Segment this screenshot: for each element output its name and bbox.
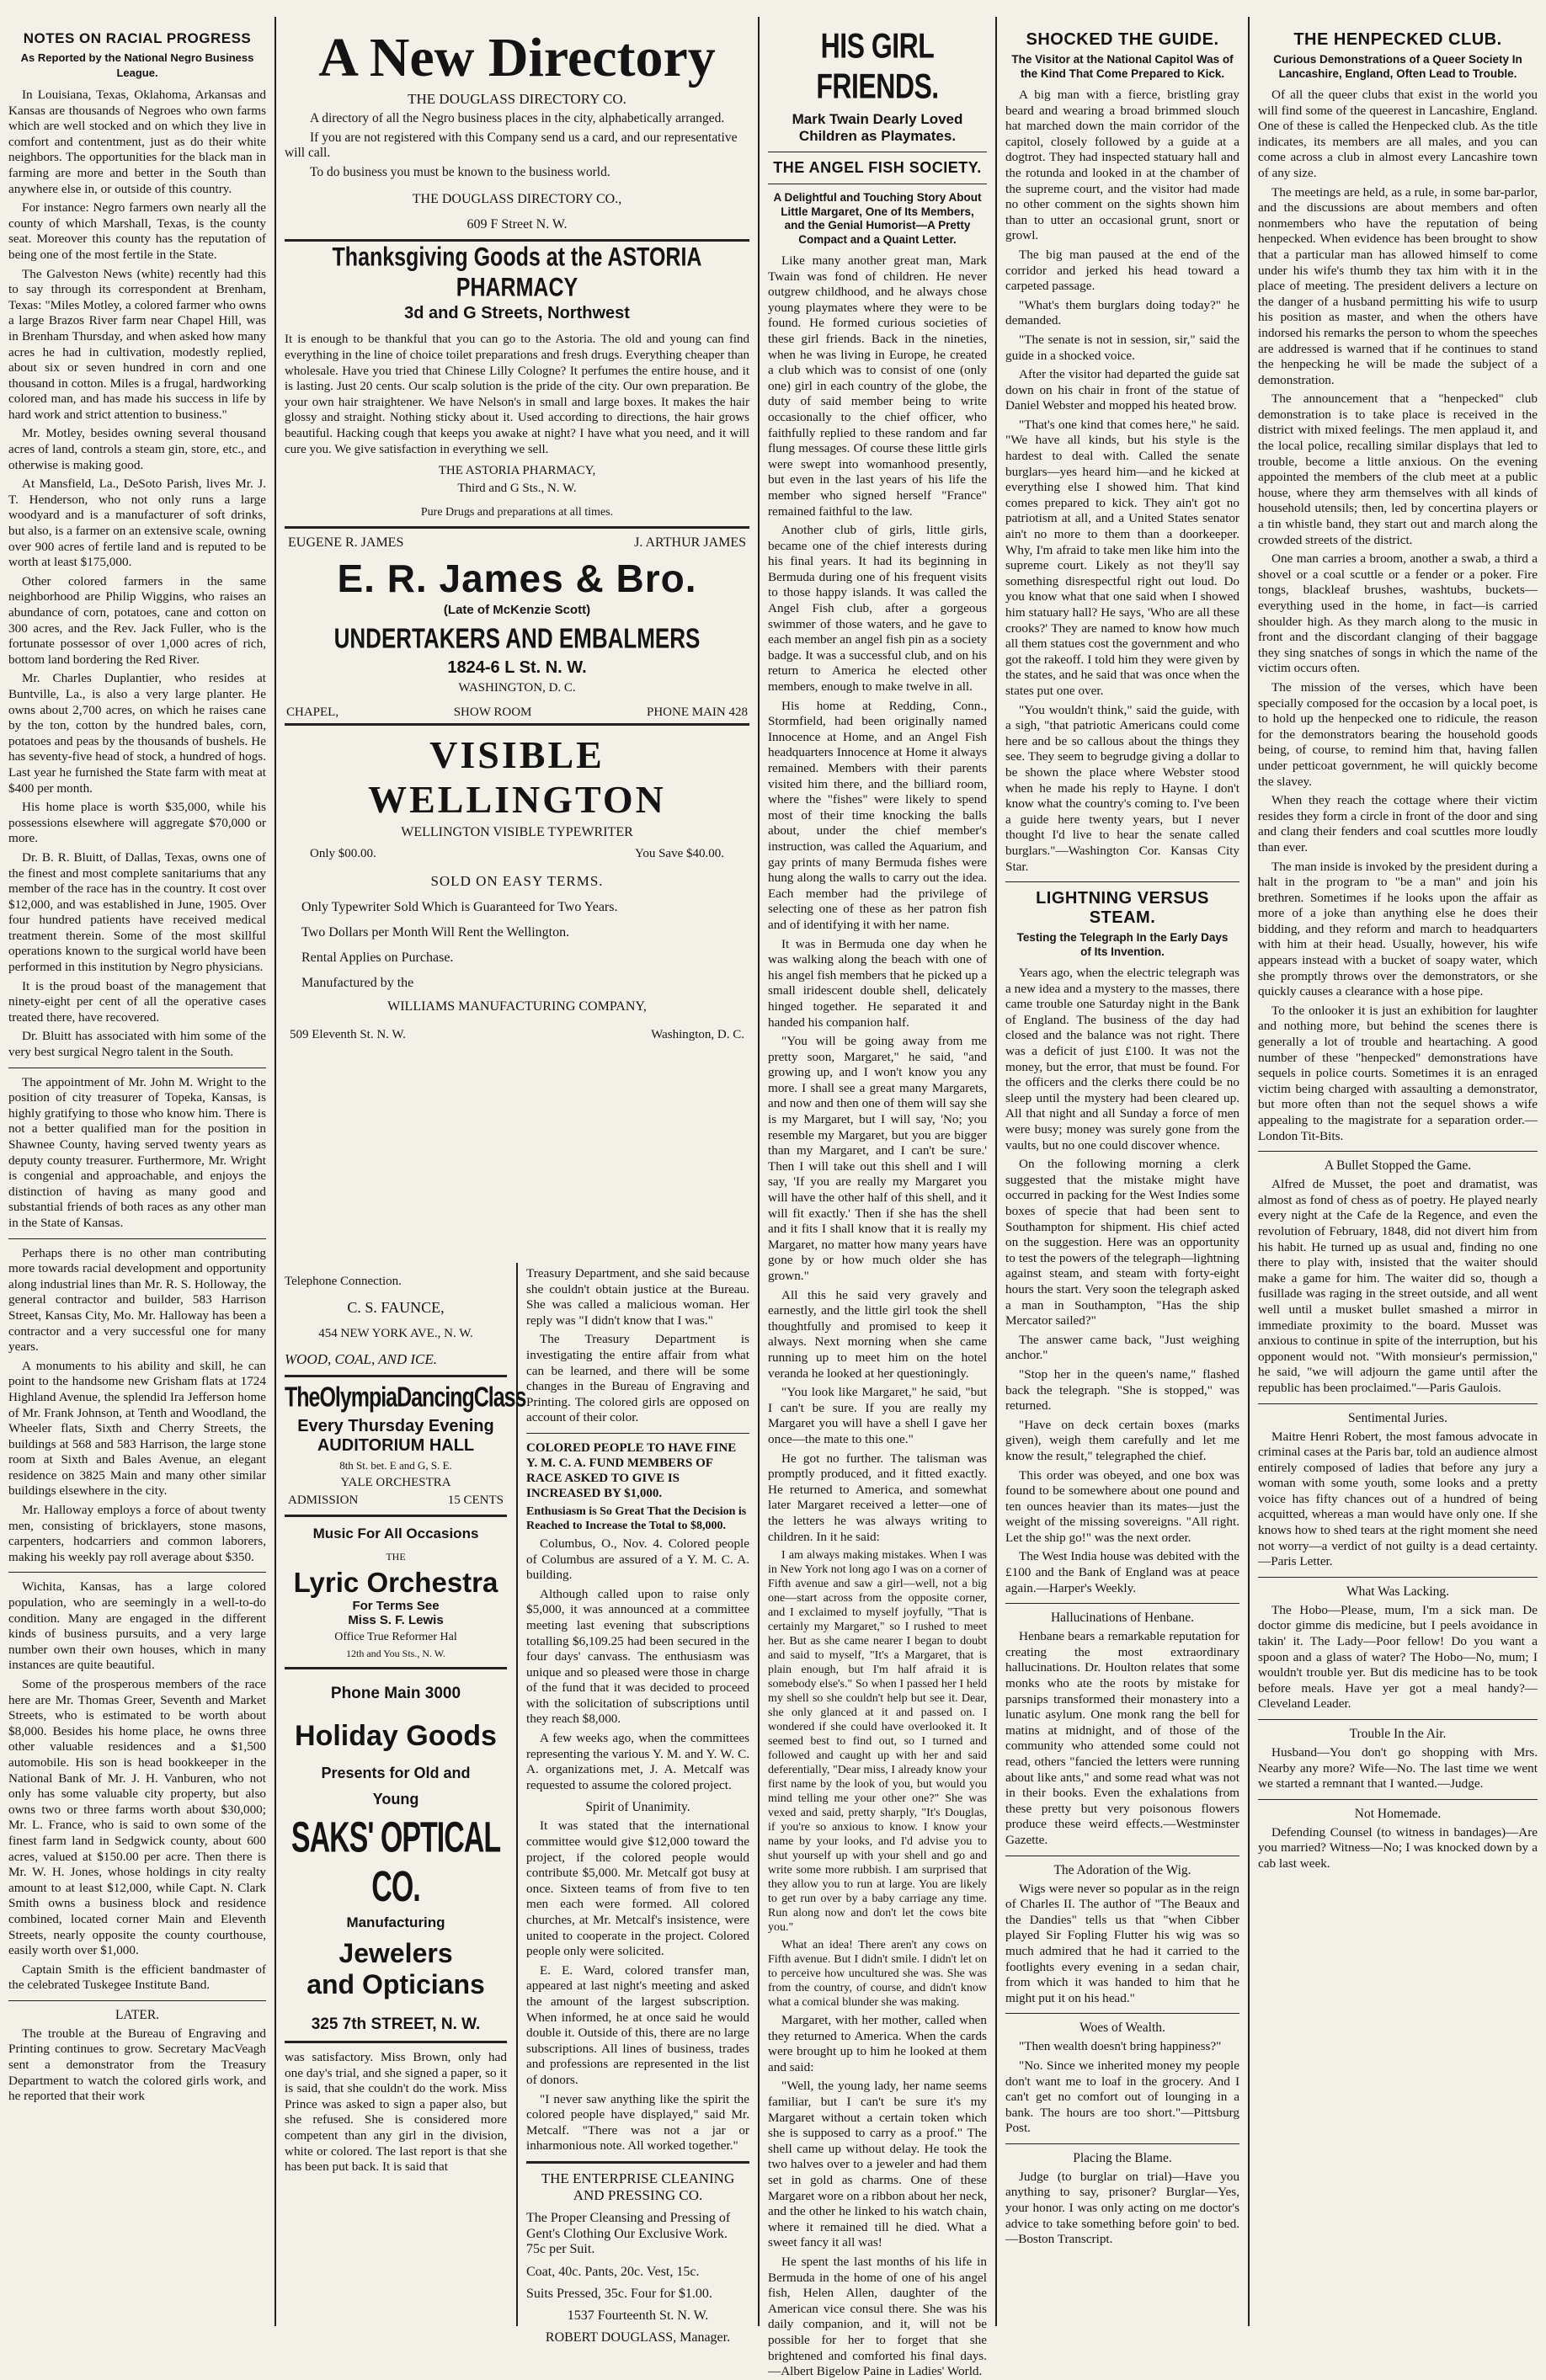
paragraph: Wichita, Kansas, has a large colored population, who are seemingly in a well-to-do condition. Many are engaged in the different kinds of business pursuits, and a very large number own their own houses, which in many instances are quite beautiful. bbox=[8, 1579, 266, 1673]
paragraph: This order was obeyed, and one box was found to be somewhere about one pound and ten ounces heavier than its mates—just the weight of the missing sovereigns. "All right. Let the ship go!" was the next order. bbox=[1005, 1467, 1239, 1545]
olympia-headline: TheOlympiaDancingClass bbox=[285, 1381, 526, 1414]
divider bbox=[285, 2041, 507, 2043]
astoria-tagline: Pure Drugs and preparations at all times. bbox=[420, 506, 614, 519]
paragraph: "Then wealth doesn't bring happiness?" bbox=[1019, 2039, 1222, 2054]
paragraph: Like many another great man, Mark Twain was fond of children. He never outgrew childhood, and he always chose young playmates where they were to be found. He formed curious societies of these girl friends. Back in the nineties, when he was living in Europe, he created a club which was to consist of one (only one) girl in each country of the globe, the duty of said member being to write occasionally to the chief officer, who faithfully replied to these random and far flung messages. Of course these little girls were swept into womanhood presently, but even in the last years of his life the member who signed herself "France" remained faithful to the law. bbox=[768, 253, 987, 519]
wellington-city: Washington, D. C. bbox=[651, 1028, 744, 1042]
wellington-terms: SOLD ON EASY TERMS. bbox=[430, 873, 604, 890]
section-heading: Hallucinations of Henbane. bbox=[1050, 1611, 1194, 1626]
column-ymca bbox=[518, 1263, 758, 2345]
paragraph: At Mansfield, La., DeSoto Parish, lives Mr. J. T. Henderson, who not only runs a large woodyard and is a manufacturer of soft drinks, but also, is a farmer on an extensive scale, owning over 900 acres of fertile land and is reputed to be worth at least $175,000. bbox=[8, 477, 266, 570]
paragraph: "No. Since we inherited money my people don't want me to loaf in the grocery. And I can't get no comfort out of lounging in a bank. The hours are too short."—Pittsburg Post. bbox=[1005, 2058, 1239, 2136]
divider bbox=[526, 2161, 749, 2164]
paragraph: It is the proud boast of the management that ninety-eight per cent of all the operative cases treated there, have recovered. bbox=[8, 978, 266, 1025]
faunce-goods: WOOD, COAL, AND ICE. bbox=[285, 1351, 438, 1367]
astoria-body: It is enough to be thankful that you can go to the Astoria. The old and young can find everything in the line of choice toilet preparations and fresh drugs. Everything cheaper than wholesale. Have you tried that Chinese Lilly Cologne? It perfumes the entire house, and it is lasting. Just 20 cents. Our scalp solution is the pride of the city. Our own preparation. Be your own hair straightener. We have Nelson's in small and large boxes. It makes the hair glossy and straight. Nothing sticky about it. Used according to directions, the hair grows beautiful. Hacking cough that keeps you awake at night? I have what you need, and it will cure you. We give satisfaction in everything we sell. bbox=[285, 333, 749, 456]
paragraph: His home at Redding, Conn., Stormfield, had been originally named Innocence at Home, and an Angel Fish headquarters Innocence at Home it always remained. Members with their parents visited him there, and the billiard room, where the "fishes" were likely to spend most of their time knocking the balls about, under the chief member's instruction, was called the Aquarium, and gay prints of many Bermuda fishes were hung along the walls to carry out the idea. Each member had the privilege of selecting one of these as her patron fish and of identifying it with her name. bbox=[768, 698, 987, 932]
paragraph: The meetings are held, as a rule, in some bar-parlor, and the discussions are about members and often nonmembers who have the reputation of being henpecked. When evidence has been brought to show that a particular man has allowed himself to come under his wife's thumb they tax him with it in the place of meeting. The president delivers a lecture on the danger of a husband permitting his wife to usurp his position as master, and when the others have indorsed his remarks the person to whom the speeches are addressed is warned that if he continues to stand the henpecking he will be made the subject of a demonstration. bbox=[1258, 184, 1538, 387]
olympia-when: Every Thursday Evening bbox=[297, 1417, 494, 1435]
directory-address: 609 F Street N. W. bbox=[466, 217, 568, 232]
directory-ad bbox=[285, 29, 749, 232]
paragraph: Maitre Henri Robert, the most famous advocate in criminal cases at the Paris bar, told an audience almost entirely composed of ladies that before any jury a woman with some youth, some looks and a pretty voice has fifty chances out of a hundred of being acquitted, whereas a man would have only one. If she knows how to shed tears at the right moment she need not worry—a verdict of not guilty is a dead certainty.—Paris Letter. bbox=[1258, 1429, 1538, 1569]
enterprise-address: 1537 Fourteenth St. N. W. bbox=[567, 2308, 709, 2323]
paragraph: "That's one kind that comes here," he said. "We have all kinds, but his style is the hardest to deal with. Called the senate burglars—yes heard him—and he kicked at everything else I showed him. That kind comes prepared to kick. They ain't got no patriotism at all, and a United States senator ain't no more to them than a doorkeeper. Why, I'm afraid to take men like him into the supreme court. Likely as not they'll say something disrespectful right out loud. Do you know what that one said when I showed him statuary hall? He says, 'Who are all these crooks?' They are named to know how much all them statues cost the government and who got the rakeoff. I told him they were given by the states, and he said that was once when the states put one over. bbox=[1005, 417, 1239, 698]
saks-phone: Phone Main 3000 bbox=[330, 1685, 461, 1702]
faunce-name: C. S. FAUNCE, bbox=[347, 1299, 445, 1316]
divider bbox=[285, 1667, 507, 1669]
paragraph: "You look like Margaret," he said, "but I can't be sure. If you are really my Margaret you will have a shell I gave her once—the mate to this one." bbox=[768, 1385, 987, 1446]
divider bbox=[1258, 1577, 1538, 1578]
article-subheading: Mark Twain Dearly Loved Children as Playmates. bbox=[792, 111, 963, 144]
olympia-dancing-ad bbox=[285, 1381, 526, 1508]
column-shocked-the-guide bbox=[997, 22, 1248, 2323]
lyric-orchestra-ad bbox=[285, 1525, 507, 1660]
james-firm: E. R. James & Bro. bbox=[337, 556, 697, 601]
section-heading: Woes of Wealth. bbox=[1080, 2021, 1165, 2036]
paragraph: Alfred de Musset, the poet and dramatist, was almost as fond of chess as of poetry. He played nearly every night at the Cafe de la Regence, and even the revolution of February, 1848, did not divert him from his habit. He turned up as usual and, finding no one there to play with, insisted that the waiter should make a game for him. The waiter did so, though a fusillade was raging in the street outside, and all went well until a musket bullet smashed a mirror in immediate proximity to the board. Musset was anxious to continue in spite of the interruption, but his opponent would not. "With monsieur's permission," he said, "we will adjourn the game until after the republic has been proclaimed."—Paris Gaulois. bbox=[1258, 1177, 1538, 1395]
olympia-orchestra: YALE ORCHESTRA bbox=[340, 1476, 451, 1489]
wellington-line: Rental Applies on Purchase. bbox=[301, 950, 454, 966]
paragraph: "Have on deck certain boxes (marks given), weigh them carefully and let me know the result," telegraphed the chief. bbox=[1005, 1417, 1239, 1463]
later-heading: LATER. bbox=[115, 2007, 160, 2022]
james-name-left: EUGENE R. JAMES bbox=[288, 535, 404, 551]
divider bbox=[526, 1433, 749, 1434]
directory-company: THE DOUGLASS DIRECTORY CO. bbox=[408, 91, 626, 107]
james-phone: PHONE MAIN 428 bbox=[647, 705, 748, 720]
paragraph: Mr. Motley, besides owning several thousand acres of land, controls a steam gin, store, etc., and otherwise is making good. bbox=[8, 426, 266, 472]
saks-jewelers: Jewelers bbox=[339, 1938, 453, 1968]
olympia-address: 8th St. bet. E and G, S. E. bbox=[339, 1459, 452, 1472]
paragraph: Judge (to burglar on trial)—Have you anything to say, prisoner? Burglar—Yes, your honor. I was only acting on me doctor's advice to take something before goin' to bed.—Boston Transcript. bbox=[1005, 2169, 1239, 2247]
directory-text: A directory of all the Negro business places in the city, alphabetically arranged. bbox=[310, 111, 725, 125]
article-subheading: A Delightful and Touching Story About Little Margaret, One of Its Members, and the Genial Humorist—A Pretty Compact and a Quaint Letter. bbox=[773, 191, 982, 246]
directory-company-footer: THE DOUGLASS DIRECTORY CO., bbox=[412, 192, 622, 207]
ymca-heading: COLORED PEOPLE TO HAVE FINE Y. M. C. A. FUND MEMBERS OF RACE ASKED TO GIVE IS INCREASED BY $1,000. bbox=[526, 1440, 737, 1500]
divider bbox=[1258, 1403, 1538, 1404]
paragraph: Other colored farmers in the same neighborhood are Philip Wiggins, who raises an abundance of corn, potatoes, cane and cotton on 300 acres, and the Rev. Jack Fuller, who is the fortunate possessor of over 1,000 acres of rich, bottom land bordering the Red River. bbox=[8, 573, 266, 667]
wellington-address: 509 Eleventh St. N. W. bbox=[290, 1028, 406, 1042]
wellington-price: Only $00.00. bbox=[310, 847, 376, 861]
article-heading: THE HENPECKED CLUB. bbox=[1293, 30, 1502, 49]
paragraph: Years ago, when the electric telegraph was a new idea and a mystery to the masses, there came trouble one Saturday night in the Bank of England. The business of the day had closed and the balance was not right. There was a deficit of just £100. It was not the money, but the error, that must be found. For the officers and the clerks there could be no sleep until the mystery had been cleared up. All that night and all Sunday a force of men were busy; money was surely gone from the vaults, but no one could discover whence. bbox=[1005, 966, 1239, 1153]
paragraph: The announcement that a "henpecked" club demonstration is to take place is received in the district with mixed feelings. The men applaud it, and the local police, recalling similar displays that led to trouble, become a little anxious. On the evening appointed the members of the club meet at a public house, where they arm themselves with all kinds of household utensils; then, led by concertina players or a tin whistle band, they start out and march along the crowded streets of the district. bbox=[1258, 391, 1538, 547]
advertisements-wide bbox=[276, 22, 758, 1266]
james-address: 1824-6 L St. N. W. bbox=[447, 658, 587, 678]
paragraph: Defending Counsel (to witness in bandages)—Are you married? Witness—No; I was knocked down by a cab last week. bbox=[1258, 1824, 1538, 1871]
article-subheading: Curious Demonstrations of a Queer Society In Lancashire, England, Often Lead to Trouble. bbox=[1273, 53, 1522, 80]
paragraph: On the following morning a clerk suggested that the mistake might have occurred in packing for the West Indies some boxes of specie that had been sent to Southampton for shipment. His chief acted on the suggestion. Here was an opportunity to test the powers of the telegraph—lightning against steam, and steam with forty-eight hours the start. Very soon the telegraph asked a man in Southampton, "Has the ship Mercator sailed?" bbox=[1005, 1157, 1239, 1328]
article-subheading: As Reported by the National Negro Business League. bbox=[20, 51, 254, 79]
section-heading: A Bullet Stopped the Game. bbox=[1324, 1158, 1472, 1174]
paragraph: All this he said very gravely and earnestly, and the little girl took the shell thoughtfully and promised to keep it always. Next morning when she came running up to meet him on the hotel veranda he looked at her questioningly. bbox=[768, 1287, 987, 1381]
divider bbox=[285, 723, 749, 726]
paragraph: Dr. Bluitt has associated with him some of the very best surgical Negro talent in the South. bbox=[8, 1029, 266, 1060]
paragraph: What an idea! There aren't any cows on Fifth avenue. But I didn't smile. I didn't let on to perceive how uncultured she was. She was from the country, of course, and didn't know what a comical blunder she was making. bbox=[768, 1939, 987, 2010]
lyric-the: THE bbox=[386, 1551, 406, 1563]
paragraph: Another club of girls, little girls, became one of the chief interests during his final years. It had its beginning in Bermuda during one of his frequent visits to those happy islands. It was called the Angel Fish club, after a gorgeous swimmer of those waters, and he gave to each member an angel fish pin as a society badge. It was a successful club, and on his return to America he elected other members, enough to make twelve in all. bbox=[768, 523, 987, 695]
section-heading: Sentimental Juries. bbox=[1348, 1410, 1447, 1425]
paragraph: The West India house was debited with the £100 and the Bank of England was at peace again.—Harper's Weekly. bbox=[1005, 1549, 1239, 1595]
divider bbox=[1258, 1799, 1538, 1800]
section-heading: Placing the Blame. bbox=[1073, 2150, 1172, 2165]
wellington-line: Manufactured by the bbox=[301, 976, 414, 991]
paragraph: The Treasury Department is investigating the entire affair from what can be learned, and there will be some changes in the Bureau of Engraving and Printing. The colored girls are opposed on account of their color. bbox=[526, 1332, 749, 1425]
article-subheading: The Visitor at the National Capitol Was of the Kind That Come Prepared to Kick. bbox=[1011, 53, 1234, 80]
paragraph: A big man with a fierce, bristling gray beard and wearing a broad brimmed slouch hat marched down the main corridor of the capitol, closely followed by a guide at a dogtrot. They had inspected statuary hall and the rotunda and looked in at the chamber of the supreme court, and the visitor had made no other comment on the sights shown him than to utter an occasional grunt, snort or growl. bbox=[1005, 88, 1239, 243]
olympia-admission-label: ADMISSION bbox=[288, 1493, 359, 1507]
olympia-admission-price: 15 CENTS bbox=[447, 1493, 504, 1507]
divider bbox=[8, 1238, 266, 1239]
paragraph: His home place is worth $35,000, while his possessions elsewhere will aggregate $70,000 or more. bbox=[8, 800, 266, 846]
saks-presents: Presents for Old and bbox=[321, 1765, 471, 1781]
paragraph: "I never saw anything like the spirit the colored people have displayed," said Mr. Metcalf. "There was not a jar or inharmonious note. All worked together." bbox=[526, 2091, 749, 2154]
wellington-line: Two Dollars per Month Will Rent the Wellington. bbox=[301, 925, 570, 940]
paragraph: The Hobo—Please, mum, I'm a sick man. De doctor gimme dis medicine, but I peels avoidance in takin' it. The Lady—Poor fellow! Do you want a spoon and a glass of water? The Hobo—No, mum; I wouldn't trouble yer. But dis medicine has to be took before meals. Have yer got a meal handy?—Cleveland Leader. bbox=[1258, 1602, 1538, 1712]
directory-headline: A New Directory bbox=[318, 27, 716, 88]
paragraph: After the visitor had departed the guide sat down on his chair in front of the statue of Daniel Webster and mopped his heated brow. bbox=[1005, 367, 1239, 413]
divider bbox=[1005, 1603, 1239, 1604]
divider bbox=[1258, 1719, 1538, 1720]
paragraph: For instance: Negro farmers own nearly all the county of which Marshall, Texas, is the county seat. Moreover this county has the reputation of being one of the most fertile in the State. bbox=[8, 200, 266, 262]
paragraph: Some of the prosperous members of the race here are Mr. Thomas Greer, Seventh and Market Streets, who is estimated to be worth about $8,000. Besides his home place, he owns three other valuable residences and a $1,500 automobile. His son is head bookkeeper in the National Bank of Mr. J. H. Vanburen, who not only has some valuable city property, but also owns two or three farms worth about $30,000; Mr. L. France, who is said to own some of the finest farm land in Sedgwick county, about 600 acres, valued at $150.00 per acre. Then there is Mr. W. H. Jones, whose holdings in city realty amount to at least $12,000, while Capt. N. Clark Smith owns a business block and residence combined, located corner Main and Eleventh Streets, nearly opposite the county courthouse, easily worth over $1,000. bbox=[8, 1677, 266, 1958]
wellington-headline: VISIBLE WELLINGTON bbox=[368, 733, 666, 822]
enterprise-cleaning-ad bbox=[526, 2170, 749, 2345]
column-henpecked-club bbox=[1250, 22, 1546, 2323]
lyric-office: Office True Reformer Hal bbox=[334, 1631, 457, 1643]
paragraph: He got no further. The talisman was promptly produced, and it fitted exactly. He returned to America, and somewhat later Margaret received a letter—one of the letters he was always writing to children. In it he said: bbox=[768, 1451, 987, 1544]
directory-text: To do business you must be known to the business world. bbox=[310, 164, 610, 179]
paragraph: "You will be going away from me pretty soon, Margaret," he said, "and growing up, and I won't know you any more. I shall see a great many Margarets, and now and then one of them will say she is my Margaret, but I will say, 'No; you resemble my Margaret, but you are bigger than my Margaret, and I can't be sure.' Then I will take out this shell and I will say, 'If you are really my Margaret you will have the other half of this shell, and it will fit exactly.' Then if she has the shell and it fits I shall know that it is really my Margaret, no matter how many years have gone by or how much older she has grown." bbox=[768, 1034, 987, 1283]
paragraph: Perhaps there is no other man contributing more towards racial development and opportunity along industrial lines than Mr. R. S. Holloway, the general contractor and builder, 583 Harrison Street, Kansas City, Mo. Mr. Halloway has been a contractor and a very successful one for many years. bbox=[8, 1245, 266, 1355]
divider bbox=[285, 1515, 507, 1517]
section-heading: The Adoration of the Wig. bbox=[1053, 1862, 1191, 1877]
divider bbox=[285, 526, 749, 529]
faunce-address: 454 NEW YORK AVE., N. W. bbox=[318, 1327, 473, 1340]
paragraph: "Stop her in the queen's name," flashed back the telegraph. "She is stopped," was returned. bbox=[1005, 1366, 1239, 1414]
astoria-address: Third and G Sts., N. W. bbox=[457, 482, 577, 496]
wellington-typewriter-ad bbox=[285, 732, 749, 1042]
paragraph: The big man paused at the end of the corridor and jerked his head toward a carpeted passage. bbox=[1005, 247, 1239, 294]
section-heading: Trouble In the Air. bbox=[1349, 1727, 1447, 1741]
saks-manufacturing: Manufacturing bbox=[346, 1914, 445, 1930]
paragraph: "What's them burglars doing today?" he demanded. bbox=[1005, 297, 1239, 328]
paragraph: Of all the queer clubs that exist in the world you will find some of the queerest in Lancashire, England. One of these is called the Henpecked club. As the title indicates, its members are all males, and you can come across a club in almost every Lancashire town of any size. bbox=[1258, 88, 1538, 180]
olympia-hall: AUDITORIUM HALL bbox=[317, 1436, 475, 1455]
divider bbox=[1005, 881, 1239, 882]
james-showroom: SHOW ROOM bbox=[453, 705, 532, 720]
lyric-top: Music For All Occasions bbox=[312, 1525, 479, 1541]
paragraph: The answer came back, "Just weighing anchor." bbox=[1005, 1332, 1239, 1363]
paragraph: The appointment of Mr. John M. Wright to the position of city treasurer of Topeka, Kansas, is highly gratifying to those who know him. There is not a better qualified man for the position in Shawnee County, having served twenty years as deputy county treasurer. Furthermore, Mr. Wright is congenial and approachable, and enjoys the distinction of having as many good and substantial friends of both races as any other man in the State of Kansas. bbox=[8, 1074, 266, 1230]
paragraph: One man carries a broom, another a swab, a third a shovel or a coal scuttle or a fender or a poker. Fire tongs, blackleaf brushes, washtubs, buckets—everything used in the home, in fact—is carried shoulder high. As they march along to the music in front and the discordant clanging of their baggage they sing snatches of songs in which the name of the victim occurs often. bbox=[1258, 551, 1538, 676]
paragraph: I am always making mistakes. When I was in New York not long ago I was on a corner of Fifth avenue and saw a girl—well, not a big one—start across from the opposite corner, and I exclaimed to myself joyfully, "That is certainly my Margaret," so I rushed to meet her. But as she came nearer I began to doubt and said to myself, "It's a Margaret, that is plain enough, but I'm half afraid it is somebody else's." So when I passed her I held my shell so she couldn't help but see it. Dear, she only glanced at it and passed on. I wondered if she could have overlooked it. It seemed best to find out, so I turned and followed and caught up with her and said deferentially, "Dear miss, I already know your first name by the look of you, but would you mind telling me your other one?" She was vexed and said, pretty sharply, "It's Douglas, if you're so anxious to know. I know your name by your looks, and I'd advise you to shut yourself up with your shell and go and write some more rubbish. I am surprised that they allow you to run at large. You are likely to get run over by a baby carriage any time. Run along now and don't let the cows bite you." bbox=[768, 1549, 987, 1935]
paragraph: In Louisiana, Texas, Oklahoma, Arkansas and Kansas are thousands of Negroes who own farms which are well stocked and on which they live in comfort and contentment, just as do their white neighbors. The opportunities for the black man in farming are more and better in the South than anywhere else in, or outside of this country. bbox=[8, 88, 266, 196]
section-heading: What Was Lacking. bbox=[1346, 1584, 1449, 1599]
divider bbox=[285, 1375, 507, 1377]
article-heading: LIGHTNING VERSUS STEAM. bbox=[1036, 889, 1209, 928]
astoria-pharmacy-ad bbox=[285, 242, 749, 519]
article-heading: SHOCKED THE GUIDE. bbox=[1026, 30, 1219, 49]
lyric-contact: Miss S. F. Lewis bbox=[348, 1613, 444, 1627]
paragraph: Husband—You don't go shopping with Mrs. Nearby any more? Wife—No. The last time we went we started a remnant that I wanted.—Judge. bbox=[1258, 1745, 1538, 1792]
article-heading: NOTES ON RACIAL PROGRESS bbox=[23, 30, 252, 46]
james-business: UNDERTAKERS AND EMBALMERS bbox=[333, 621, 701, 655]
astoria-headline: Thanksgiving Goods at the ASTORIA PHARMACY bbox=[332, 242, 702, 303]
faunce-ad bbox=[285, 1275, 507, 1368]
paragraph: Mr. Halloway employs a force of about twenty men, consisting of bricklayers, stone masons, carpenters, hodcarriers and common laborers, making his weekly pay roll average about $350. bbox=[8, 1503, 266, 1564]
paragraph: It was in Bermuda one day when he was walking along the beach with one of his angel fish members that he picked up a small iridescent double shell, delicately hinged together. He separated it and handed his companion half. bbox=[768, 936, 987, 1030]
paragraph: Captain Smith is the efficient bandmaster of the celebrated Tuskegee Institute Band. bbox=[8, 1962, 266, 1993]
divider bbox=[8, 2000, 266, 2001]
paragraph: Columbus, O., Nov. 4. Colored people of Columbus are assured of a Y. M. C. A. building. bbox=[526, 1536, 749, 1583]
wellington-maker: WILLIAMS MANUFACTURING COMPANY, bbox=[387, 999, 647, 1014]
directory-text: If you are not registered with this Company send us a card, and our representative will call. bbox=[285, 130, 738, 161]
paragraph: When they reach the cottage where their victim resides they form a circle in front of the door and sing and clang their fenders and coal scuttles more loudly than ever. bbox=[1258, 793, 1538, 855]
paragraph: He spent the last months of his life in Bermuda in the home of one of his angel fish, Helen Allen, daughter of the American vice consul there. She was his daily companion, and it, will not be possible for her to forget that she brightened and comforted his final days.—Albert Bigelow Paine in Ladies' World. bbox=[768, 2255, 987, 2379]
wellington-subhead: WELLINGTON VISIBLE TYPEWRITER bbox=[401, 825, 633, 840]
paragraph: To the onlooker it is just an exhibition for laughter and nothing more, but behind the scenes there is generally a lot of trouble and heartaching. A good number of these "henpecked" demonstrations have sequels in police courts. Sometimes it is an enraged victim being charged with assaulting a demonstrator, but more often than not the sequel shows a wife appealing to the magistrate for a separation order.—London Tit-Bits. bbox=[1258, 1003, 1538, 1143]
article-body bbox=[8, 88, 266, 2105]
ymca-subheading: Enthusiasm is So Great That the Decision is Reached to Increase the Total to $8,000. bbox=[526, 1504, 747, 1532]
article-heading: HIS GIRL FRIENDS. bbox=[816, 25, 939, 106]
enterprise-manager: ROBERT DOUGLASS, Manager. bbox=[545, 2329, 731, 2345]
divider bbox=[1005, 2013, 1239, 2014]
paragraph: was satisfactory. Miss Brown, only had one day's trial, and she signed a paper, so it is said, that she couldn't do the work. Miss Prince was asked to sign a paper also, but she refused. She is considered more competent than any girl in the division, white or colored. The last report is that she has been put back. It is said that bbox=[285, 2050, 507, 2175]
column-his-girl-friends bbox=[760, 22, 995, 2379]
paragraph: The Galveston News (white) recently had this to say through its correspondent at Brenham, Texas: "Miles Motley, a colored farmer who owns a large Brazos River farm near Chapel Hill, was in Brenham Thursday, and when asked how many acres he had in cultivation, modestly replied, about six or seven hundred in corn and one thousand in cotton. Miles is a frugal, hardworking colored man, and has made his success in life by hard work and strict attention to business." bbox=[8, 266, 266, 422]
paragraph: Mr. Charles Duplantier, who resides at Buntville, La., is also a very large planter. He owns about 2,700 acres, on which he raises cane by the ton, cotton by the hundred bales, corn, potatoes and peas by the thousands of bushels. He has seventy-five head of stock, a hundred of hogs. Last year he furnished the State farm with meat at $400 per month. bbox=[8, 671, 266, 796]
paragraph: "You wouldn't think," said the guide, with a sigh, "that patriotic Americans could come here and be so callous about the things they see. They seem to begrudge giving a dollar to be shown the place where Webster stood when he made his reply to Hayne. I don't know what the country's coming to. I've been a guide here twenty years, but I never thought I'd live to hear the senate called burglars."—Washington Cor. Kansas City Star. bbox=[1005, 702, 1239, 874]
section-heading: Not Homemade. bbox=[1354, 1806, 1442, 1821]
paragraph: "Well, the young lady, her name seems familiar, but I can't be sure it's my Margaret without a certain token which she is supposed to carry as a proof." The shell came up without delay. He took the two halves over to a jeweler and had them set in gold as charms. One of these Margaret wore on a ribbon about her neck, and the other he linked to his watch chain, where it remained till he died. What a sweet fancy it all was! bbox=[768, 2079, 987, 2250]
section-heading: Spirit of Unanimity. bbox=[585, 1800, 690, 1815]
saks-name: SAKS' OPTICAL CO. bbox=[291, 1813, 501, 1911]
article-heading: THE ANGEL FISH SOCIETY. bbox=[773, 159, 982, 176]
saks-holiday: Holiday Goods bbox=[295, 1720, 497, 1752]
paragraph: Henbane bears a remarkable reputation for creating the most extraordinary hallucinations. Dr. Houlton relates that some monks who ate the roots by mistake for parsnips transformed their monastery into a lunatic asylum. One monk rang the bell for matins at midnight, and of those of the community who attended some could not read, others "fancied the letters were running about like ants," and some read what was not in their books. Even the exhalations from these pretty but very poisonous flowers produce these weird effects.—Westminster Gazette. bbox=[1005, 1629, 1239, 1847]
divider bbox=[1005, 2143, 1239, 2144]
paragraph: E. E. Ward, colored transfer man, appeared at last night's meeting and asked the amount of the largest subscription. When informed, he at once said he would double it. Outside of this, there are no large subscriptions. All lines of business, trades and professions are represented in the list of donors. bbox=[526, 1962, 749, 2087]
saks-optical-ad bbox=[285, 1685, 507, 2034]
james-name-right: J. ARTHUR JAMES bbox=[634, 535, 746, 551]
paragraph: Margaret, with her mother, called when they returned to America. When the cards were brought up to him he looked at them and said: bbox=[768, 2013, 987, 2074]
divider bbox=[8, 1572, 266, 1573]
saks-address: 325 7th STREET, N. W. bbox=[311, 2015, 481, 2033]
advertisements-narrow bbox=[276, 1263, 526, 2323]
james-chapel: CHAPEL, bbox=[286, 705, 339, 720]
paragraph: "The senate is not in session, sir," said the guide in a shocked voice. bbox=[1005, 332, 1239, 363]
wellington-savings: You Save $40.00. bbox=[635, 847, 724, 861]
saks-opticians: and Opticians bbox=[307, 1969, 485, 1999]
james-city: WASHINGTON, D. C. bbox=[458, 681, 576, 695]
james-undertakers-ad bbox=[285, 535, 749, 720]
lyric-address: 12th and You Sts., N. W. bbox=[345, 1648, 446, 1659]
paragraph: Although called upon to raise only $5,000, it was announced at a committee meeting last evening that subscriptions totalling $6,109.25 had been secured in the four days' canvass. The enthusiasm was unique and so pleased were those in charge of the fund that it was decided to proceed with the solicitation of subscriptions until they reach $8,000. bbox=[526, 1586, 749, 1727]
paragraph: Dr. B. R. Bluitt, of Dallas, Texas, owns one of the finest and most complete sanitariums that any member of the race has in the country. It cost over $12,000, and was established in June, 1905. Over four hundred patients have received medical treatment therein. Some of the most skillful operations known to the surgical world have been performed in this institution by Negro physicians. bbox=[8, 849, 266, 975]
column-racial-progress bbox=[0, 22, 275, 2323]
paragraph: Treasury Department, and she said because she couldn't obtain justice at the Bureau. She was called a malicious woman. Her reply was "I didn't know that I was." bbox=[526, 1266, 749, 1328]
wellington-line: Only Typewriter Sold Which is Guaranteed for Two Years. bbox=[301, 900, 618, 915]
paragraph: The mission of the verses, which have been specially composed for the occasion by a local poet, is to hold up the henpecked one to ridicule, the reason for the demonstrators bearing the household goods being, of course, to remind him that, having fallen under petticoat government, he will quickly become the slavey. bbox=[1258, 679, 1538, 789]
lyric-terms: For Terms See bbox=[352, 1599, 440, 1613]
paragraph: A few weeks ago, when the committees representing the various Y. M. and Y. W. C. A. organizations met, J. A. Metcalf was requested to assume the colored project. bbox=[526, 1731, 749, 1792]
enterprise-suits: Suits Pressed, 35c. Four for $1.00. bbox=[526, 2286, 712, 2301]
enterprise-prices: Coat, 40c. Pants, 20c. Vest, 15c. bbox=[526, 2264, 700, 2279]
astoria-location: 3d and G Streets, Northwest bbox=[404, 304, 630, 323]
enterprise-headline: THE ENTERPRISE CLEANING AND PRESSING CO. bbox=[541, 2170, 735, 2203]
lyric-name: Lyric Orchestra bbox=[293, 1567, 498, 1598]
saks-young: Young bbox=[372, 1791, 419, 1808]
paragraph: Wigs were never so popular as in the reign of Charles II. The author of "The Beaux and the Dandies" tells us that "when Cibber played Sir Fopling Flutter his wig was so much admired that he had it carried to the footlights every evening in a sedan chair, from which it was handed to him that he might put it on his head." bbox=[1005, 1881, 1239, 2005]
faunce-phone: Telephone Connection. bbox=[285, 1275, 402, 1288]
james-late: (Late of McKenzie Scott) bbox=[443, 603, 591, 618]
paragraph: It was stated that the international committee would give $12,000 toward the project, if the colored people would contribute $5,000. Mr. Metcalf got busy at once. Sixteen teams of from five to ten men each were formed. All colored churches, at Mr. Metcalf's insistence, were united to cooperate in the project. Colored people only were solicited. bbox=[526, 1818, 749, 1959]
enterprise-body: The Proper Cleansing and Pressing of Gent's Clothing Our Exclusive Work. 75c per Suit. bbox=[526, 2210, 731, 2257]
paragraph: The trouble at the Bureau of Engraving and Printing continues to grow. Secretary MacVeagh sent a demonstrator from the Treasury Department to watch the colored girls work, and he reported that their work bbox=[8, 2026, 266, 2104]
paragraph: The man inside is invoked by the president during a halt in the program to "be a man" and join his brethren. Sometimes if he looks upon the affair as more of a joke than anything else he does their bidding, and they reform and march to headquarters with him at their head. Usually, however, his wife appears instead with a bucket of soapy water, which she promptly throws over the demonstrators, or she quickly causes a clearance with a hose pipe. bbox=[1258, 859, 1538, 999]
astoria-name: THE ASTORIA PHARMACY, bbox=[438, 464, 596, 478]
divider bbox=[1258, 1151, 1538, 1152]
article-subheading: Testing the Telegraph In the Early Days of Its Invention. bbox=[1016, 931, 1229, 958]
paragraph: A monuments to his ability and skill, he can point to the handsome new Grisham flats at 1724 Highland Avenue, the splendid Ira Jefferson home of Mr. Frank Johnson, at Tenth and Woodland, the Wheeler flats, Sixth and Cherry Streets, the buildings at 568 and 583 Harrison, the large stone room at Sixth and Bales Avenue, an elegant residence on 3825 Main and many other similar buildings elsewhere in the city. bbox=[8, 1358, 266, 1499]
